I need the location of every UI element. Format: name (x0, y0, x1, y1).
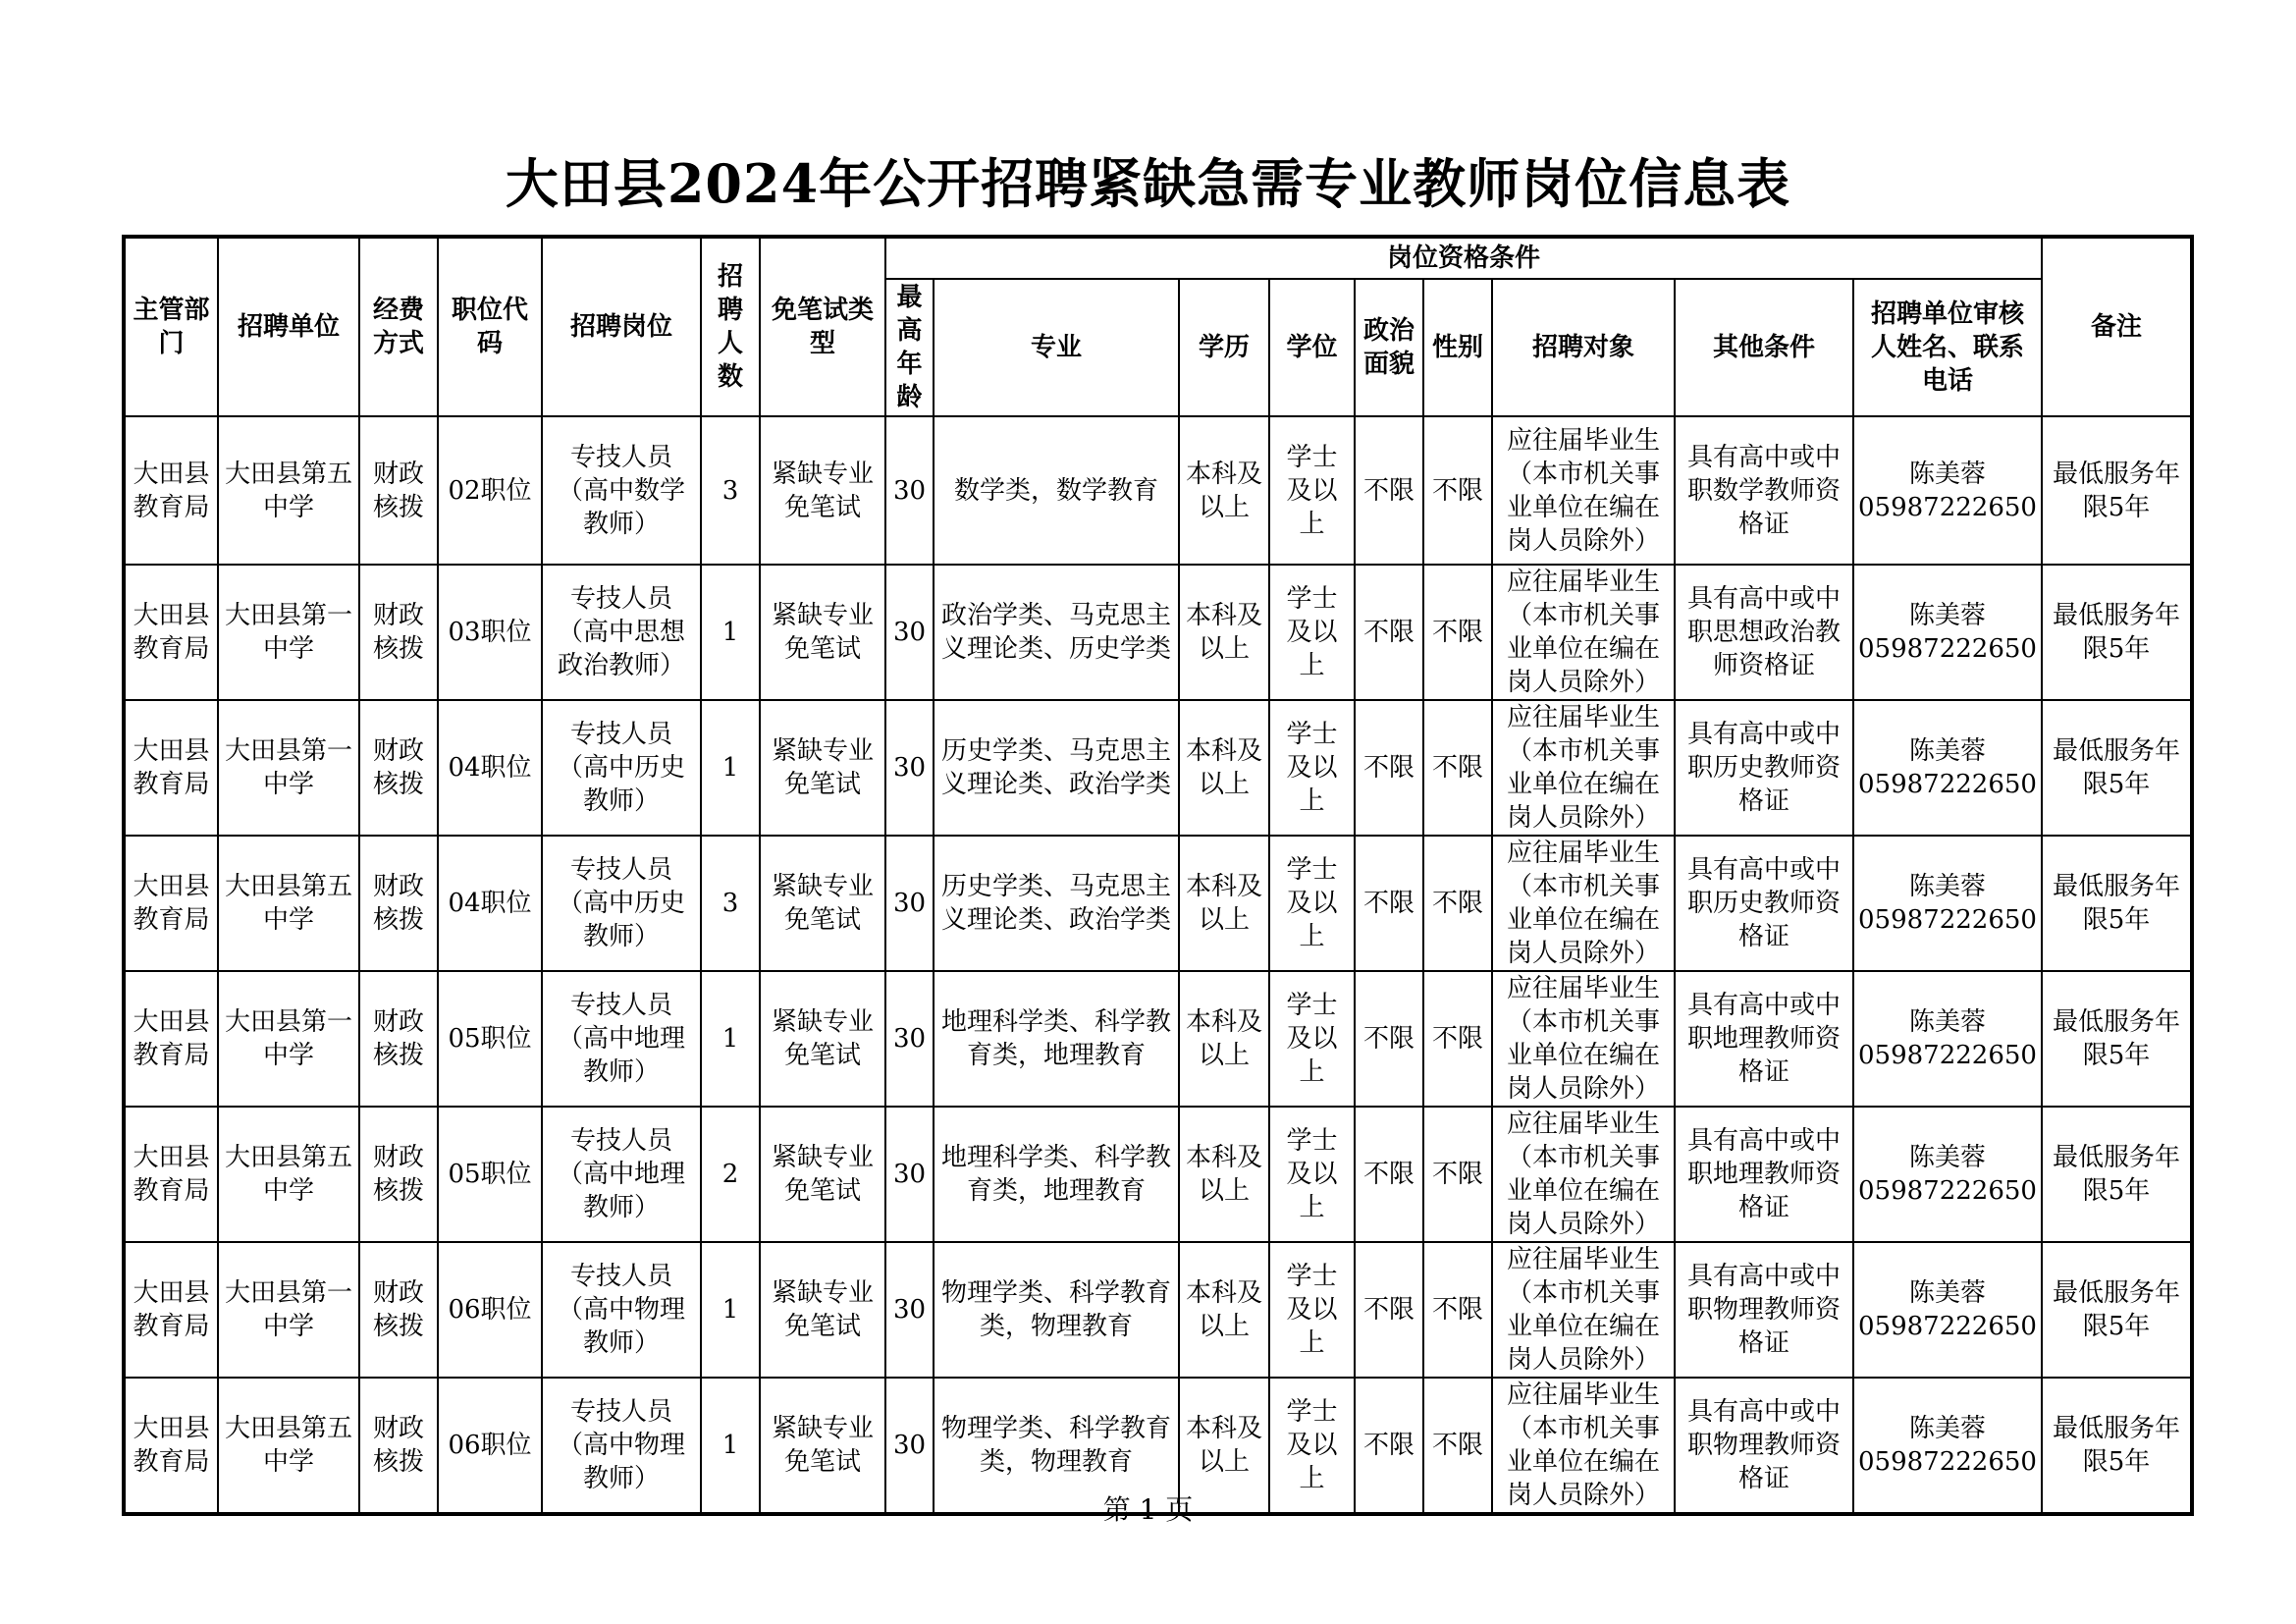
cell-contact (1853, 700, 2042, 836)
cell-remark: 最低服务年限5年 (2042, 565, 2192, 700)
cell-unit: 大田县第一中学 (218, 1242, 359, 1378)
cell-remark: 最低服务年限5年 (2042, 416, 2192, 565)
cell-dept: 大田县教育局 (124, 700, 218, 836)
cell-degree: 学士及以上 (1269, 416, 1355, 565)
cell-degree: 学士及以上 (1269, 1378, 1355, 1514)
cell-education: 本科及以上 (1179, 971, 1269, 1107)
cell-gender: 不限 (1423, 836, 1492, 971)
header-degree: 学位 (1269, 279, 1355, 416)
contact-name: 陈美蓉 (1908, 1278, 1986, 1308)
cell-post: 专技人员（高中地理教师） (542, 971, 701, 1107)
cell-age: 30 (885, 416, 934, 565)
cell-major: 物理学类、科学教育类，物理教育 (934, 1378, 1179, 1514)
cell-major: 地理科学类、科学教育类，地理教育 (934, 1107, 1179, 1242)
cell-gender: 不限 (1423, 971, 1492, 1107)
table-row (124, 416, 2192, 565)
cell-funding: 财政核拨 (359, 1378, 438, 1514)
cell-funding: 财政核拨 (359, 1107, 438, 1242)
cell-post: 专技人员（高中物理教师） (542, 1378, 701, 1514)
cell-other: 具有高中或中职思想政治教师资格证 (1675, 565, 1853, 700)
cell-age: 30 (885, 1107, 934, 1242)
cell-politics: 不限 (1355, 1378, 1423, 1514)
cell-target: 应往届毕业生（本市机关事业单位在编在岗人员除外） (1492, 836, 1675, 971)
cell-age: 30 (885, 1242, 934, 1378)
cell-target: 应往届毕业生（本市机关事业单位在编在岗人员除外） (1492, 1378, 1675, 1514)
cell-gender: 不限 (1423, 1107, 1492, 1242)
cell-age: 30 (885, 971, 934, 1107)
cell-gender: 不限 (1423, 1242, 1492, 1378)
cell-funding: 财政核拨 (359, 416, 438, 565)
cell-unit: 大田县第一中学 (218, 971, 359, 1107)
cell-code: 04职位 (438, 836, 542, 971)
cell-age: 30 (885, 700, 934, 836)
cell-major: 历史学类、马克思主义理论类、政治学类 (934, 836, 1179, 971)
cell-major: 地理科学类、科学教育类，地理教育 (934, 971, 1179, 1107)
cell-other: 具有高中或中职地理教师资格证 (1675, 1107, 1853, 1242)
cell-dept: 大田县教育局 (124, 971, 218, 1107)
header-remark: 备注 (2042, 237, 2192, 416)
contact-name: 陈美蓉 (1908, 459, 1986, 489)
contact-phone: 05987222650 (1858, 492, 2037, 522)
cell-post: 专技人员（高中思想政治教师） (542, 565, 701, 700)
cell-age: 30 (885, 836, 934, 971)
header-dept: 主管部门 (124, 237, 218, 416)
cell-education: 本科及以上 (1179, 1242, 1269, 1378)
contact-phone: 05987222650 (1858, 1176, 2037, 1206)
header-contact: 招聘单位审核人姓名、联系电话 (1853, 279, 2042, 416)
cell-politics: 不限 (1355, 836, 1423, 971)
header-target: 招聘对象 (1492, 279, 1675, 416)
table-row (124, 1107, 2192, 1242)
contact-name: 陈美蓉 (1908, 736, 1986, 766)
table-row (124, 565, 2192, 700)
table-row (124, 971, 2192, 1107)
header-education: 学历 (1179, 279, 1269, 416)
contact-name: 陈美蓉 (1908, 872, 1986, 901)
cell-code: 06职位 (438, 1378, 542, 1514)
cell-contact (1853, 565, 2042, 700)
cell-degree: 学士及以上 (1269, 836, 1355, 971)
header-qualifications-group: 岗位资格条件 (885, 237, 2042, 279)
cell-code: 05职位 (438, 971, 542, 1107)
table-row (124, 1242, 2192, 1378)
cell-dept: 大田县教育局 (124, 565, 218, 700)
contact-phone: 05987222650 (1858, 1312, 2037, 1341)
cell-funding: 财政核拨 (359, 1242, 438, 1378)
cell-gender: 不限 (1423, 416, 1492, 565)
header-code: 职位代码 (438, 237, 542, 416)
cell-exam: 紧缺专业免笔试 (760, 700, 885, 836)
cell-contact (1853, 836, 2042, 971)
cell-count: 1 (701, 1378, 760, 1514)
cell-major: 历史学类、马克思主义理论类、政治学类 (934, 700, 1179, 836)
cell-count: 1 (701, 700, 760, 836)
cell-remark: 最低服务年限5年 (2042, 1107, 2192, 1242)
contact-phone: 05987222650 (1858, 1041, 2037, 1070)
cell-code: 04职位 (438, 700, 542, 836)
cell-degree: 学士及以上 (1269, 1242, 1355, 1378)
cell-contact (1853, 971, 2042, 1107)
cell-major: 数学类，数学教育 (934, 416, 1179, 565)
cell-target: 应往届毕业生（本市机关事业单位在编在岗人员除外） (1492, 1107, 1675, 1242)
cell-dept: 大田县教育局 (124, 1242, 218, 1378)
cell-education: 本科及以上 (1179, 1107, 1269, 1242)
header-count: 招聘人数 (701, 237, 760, 416)
header-row-1 (124, 237, 2192, 279)
cell-target: 应往届毕业生（本市机关事业单位在编在岗人员除外） (1492, 565, 1675, 700)
contact-name: 陈美蓉 (1908, 601, 1986, 630)
cell-funding: 财政核拨 (359, 971, 438, 1107)
cell-post: 专技人员（高中物理教师） (542, 1242, 701, 1378)
header-gender: 性别 (1423, 279, 1492, 416)
header-major: 专业 (934, 279, 1179, 416)
cell-major: 物理学类、科学教育类，物理教育 (934, 1242, 1179, 1378)
contact-phone: 05987222650 (1858, 634, 2037, 664)
cell-exam: 紧缺专业免笔试 (760, 416, 885, 565)
cell-funding: 财政核拨 (359, 836, 438, 971)
cell-other: 具有高中或中职物理教师资格证 (1675, 1378, 1853, 1514)
cell-exam: 紧缺专业免笔试 (760, 836, 885, 971)
cell-remark: 最低服务年限5年 (2042, 971, 2192, 1107)
cell-target: 应往届毕业生（本市机关事业单位在编在岗人员除外） (1492, 700, 1675, 836)
cell-other: 具有高中或中职历史教师资格证 (1675, 836, 1853, 971)
table-row (124, 700, 2192, 836)
cell-gender: 不限 (1423, 700, 1492, 836)
header-post: 招聘岗位 (542, 237, 701, 416)
cell-code: 03职位 (438, 565, 542, 700)
cell-post: 专技人员（高中历史教师） (542, 836, 701, 971)
contact-name: 陈美蓉 (1908, 1143, 1986, 1172)
cell-education: 本科及以上 (1179, 416, 1269, 565)
cell-politics: 不限 (1355, 1107, 1423, 1242)
cell-major: 政治学类、马克思主义理论类、历史学类 (934, 565, 1179, 700)
cell-education: 本科及以上 (1179, 700, 1269, 836)
cell-dept: 大田县教育局 (124, 1107, 218, 1242)
cell-education: 本科及以上 (1179, 1378, 1269, 1514)
page-title: 大田县2024年公开招聘紧缺急需专业教师岗位信息表 (505, 152, 1791, 215)
cell-funding: 财政核拨 (359, 700, 438, 836)
cell-unit: 大田县第一中学 (218, 700, 359, 836)
cell-dept: 大田县教育局 (124, 416, 218, 565)
cell-post: 专技人员（高中地理教师） (542, 1107, 701, 1242)
cell-remark: 最低服务年限5年 (2042, 1378, 2192, 1514)
cell-contact (1853, 1107, 2042, 1242)
header-funding: 经费方式 (359, 237, 438, 416)
cell-unit: 大田县第一中学 (218, 565, 359, 700)
cell-politics: 不限 (1355, 416, 1423, 565)
cell-degree: 学士及以上 (1269, 971, 1355, 1107)
cell-remark: 最低服务年限5年 (2042, 700, 2192, 836)
cell-degree: 学士及以上 (1269, 700, 1355, 836)
cell-post: 专技人员（高中历史教师） (542, 700, 701, 836)
cell-gender: 不限 (1423, 1378, 1492, 1514)
cell-degree: 学士及以上 (1269, 565, 1355, 700)
cell-politics: 不限 (1355, 971, 1423, 1107)
cell-unit: 大田县第五中学 (218, 1378, 359, 1514)
cell-education: 本科及以上 (1179, 836, 1269, 971)
contact-phone: 05987222650 (1858, 770, 2037, 799)
cell-code: 05职位 (438, 1107, 542, 1242)
cell-contact (1853, 1242, 2042, 1378)
cell-funding: 财政核拨 (359, 565, 438, 700)
table-row (124, 836, 2192, 971)
cell-count: 3 (701, 836, 760, 971)
cell-age: 30 (885, 1378, 934, 1514)
cell-degree: 学士及以上 (1269, 1107, 1355, 1242)
cell-exam: 紧缺专业免笔试 (760, 1242, 885, 1378)
cell-other: 具有高中或中职数学教师资格证 (1675, 416, 1853, 565)
cell-politics: 不限 (1355, 1242, 1423, 1378)
cell-exam: 紧缺专业免笔试 (760, 565, 885, 700)
cell-other: 具有高中或中职地理教师资格证 (1675, 971, 1853, 1107)
cell-target: 应往届毕业生（本市机关事业单位在编在岗人员除外） (1492, 971, 1675, 1107)
contact-name: 陈美蓉 (1908, 1414, 1986, 1443)
cell-exam: 紧缺专业免笔试 (760, 1107, 885, 1242)
cell-other: 具有高中或中职物理教师资格证 (1675, 1242, 1853, 1378)
cell-exam: 紧缺专业免笔试 (760, 971, 885, 1107)
cell-post: 专技人员（高中数学教师） (542, 416, 701, 565)
cell-count: 1 (701, 971, 760, 1107)
cell-code: 06职位 (438, 1242, 542, 1378)
cell-count: 1 (701, 1242, 760, 1378)
cell-dept: 大田县教育局 (124, 836, 218, 971)
contact-name: 陈美蓉 (1908, 1007, 1986, 1037)
header-unit: 招聘单位 (218, 237, 359, 416)
cell-age: 30 (885, 565, 934, 700)
contact-phone: 05987222650 (1858, 1447, 2037, 1477)
header-politics: 政治面貌 (1355, 279, 1423, 416)
cell-count: 1 (701, 565, 760, 700)
cell-code: 02职位 (438, 416, 542, 565)
cell-target: 应往届毕业生（本市机关事业单位在编在岗人员除外） (1492, 1242, 1675, 1378)
header-other: 其他条件 (1675, 279, 1853, 416)
header-exam: 免笔试类型 (760, 237, 885, 416)
cell-count: 3 (701, 416, 760, 565)
page-number: 第 1 页 (1102, 1493, 1194, 1526)
cell-politics: 不限 (1355, 565, 1423, 700)
contact-phone: 05987222650 (1858, 905, 2037, 935)
cell-remark: 最低服务年限5年 (2042, 1242, 2192, 1378)
cell-gender: 不限 (1423, 565, 1492, 700)
cell-other: 具有高中或中职历史教师资格证 (1675, 700, 1853, 836)
cell-politics: 不限 (1355, 700, 1423, 836)
header-age: 最高年龄 (885, 279, 934, 416)
cell-contact (1853, 416, 2042, 565)
cell-unit: 大田县第五中学 (218, 836, 359, 971)
cell-dept: 大田县教育局 (124, 1378, 218, 1514)
cell-exam: 紧缺专业免笔试 (760, 1378, 885, 1514)
cell-unit: 大田县第五中学 (218, 416, 359, 565)
cell-target: 应往届毕业生（本市机关事业单位在编在岗人员除外） (1492, 416, 1675, 565)
cell-education: 本科及以上 (1179, 565, 1269, 700)
cell-unit: 大田县第五中学 (218, 1107, 359, 1242)
job-table (122, 235, 2194, 1516)
cell-count: 2 (701, 1107, 760, 1242)
cell-remark: 最低服务年限5年 (2042, 836, 2192, 971)
